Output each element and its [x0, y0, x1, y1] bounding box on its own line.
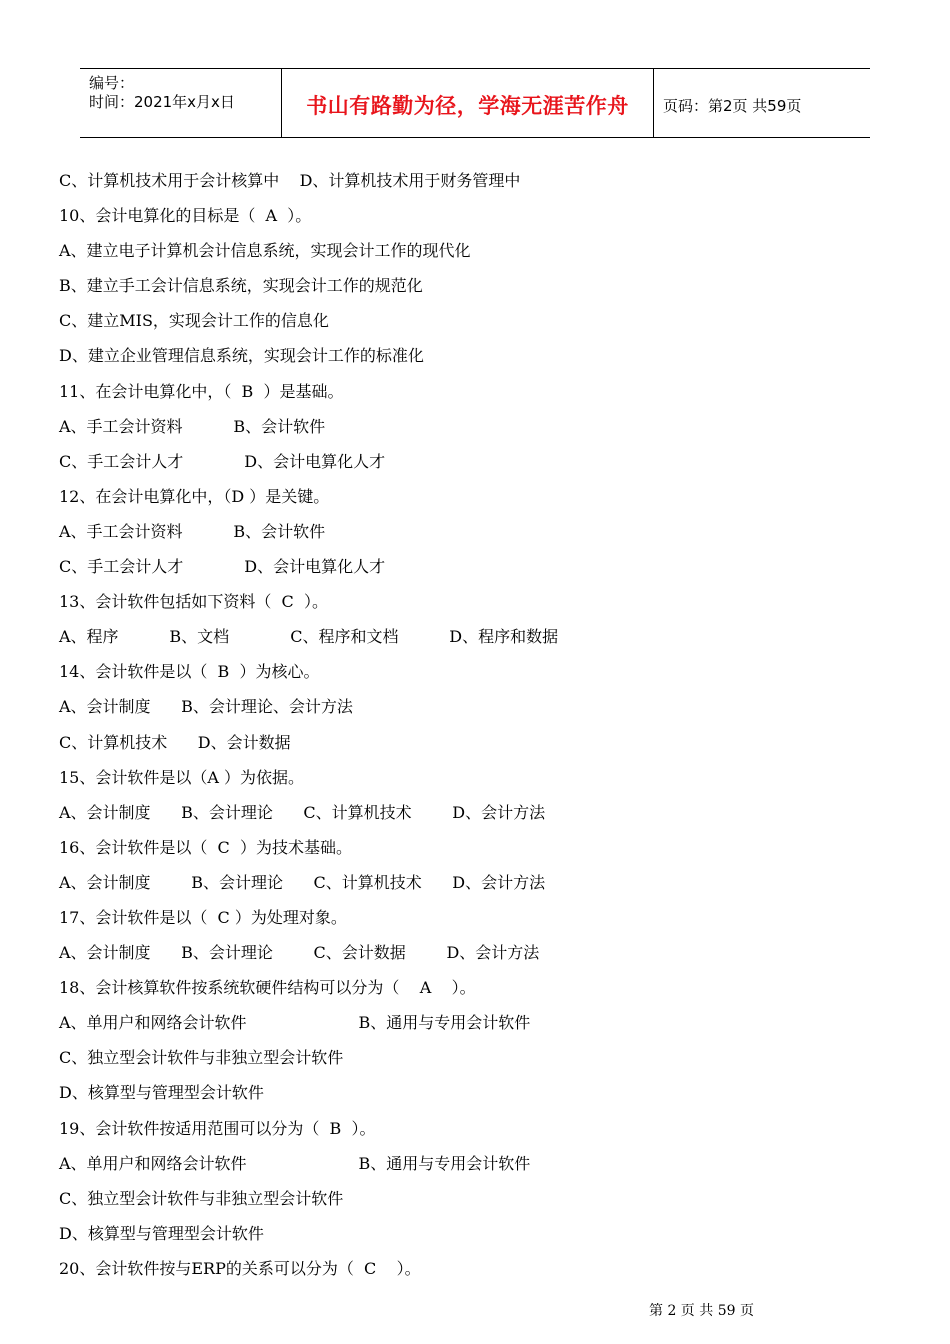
text-line: A、会计制度 B、会计理论、会计方法: [59, 697, 353, 717]
text-line: 19、会计软件按适用范围可以分为（ B ）。: [59, 1118, 376, 1138]
text-line: A、单用户和网络会计软件 B、通用与专用会计软件: [59, 1153, 531, 1173]
header-meta: [80, 69, 282, 137]
date-line: 时间：2021年x月x日: [89, 93, 235, 111]
page-footer: 第 2 页 共 59 页: [649, 1303, 754, 1319]
text-line: A、建立电子计算机会计信息系统，实现会计工作的现代化: [59, 241, 471, 261]
text-line: C、手工会计人才 D、会计电算化人才: [59, 451, 386, 471]
number-label: 编号：: [89, 74, 135, 92]
text-line: C、建立MIS，实现会计工作的信息化: [59, 311, 329, 331]
text-line: 10、会计电算化的目标是（ A ）。: [59, 206, 312, 226]
text-line: A、会计制度 B、会计理论 C、会计数据 D、会计方法: [59, 943, 540, 963]
text-line: 12、在会计电算化中，（D ）是关键。: [59, 486, 330, 506]
page-info: 页码：第2页 共59页: [663, 96, 802, 115]
text-line: 13、会计软件包括如下资料（ C ）。: [59, 592, 328, 612]
text-line: A、手工会计资料 B、会计软件: [59, 416, 326, 436]
text-line: 17、会计软件是以（ C ）为处理对象。: [59, 907, 347, 927]
text-line: 18、会计核算软件按系统软硬件结构可以分为（ A ）。: [59, 978, 476, 998]
text-line: 20、会计软件按与ERP的关系可以分为（ C ）。: [59, 1258, 421, 1278]
text-line: C、独立型会计软件与非独立型会计软件: [59, 1048, 344, 1068]
text-line: C、计算机技术 D、会计数据: [59, 732, 291, 752]
text-line: A、程序 B、文档 C、程序和文档 D、程序和数据: [59, 627, 559, 647]
text-line: D、核算型与管理型会计软件: [59, 1223, 264, 1243]
text-line: 15、会计软件是以（A ）为依据。: [59, 767, 305, 787]
text-line: C、独立型会计软件与非独立型会计软件: [59, 1188, 344, 1208]
question-list: [59, 163, 889, 1286]
text-line: 14、会计软件是以（ B ）为核心。: [59, 662, 320, 682]
text-line: C、计算机技术用于会计核算中 D、计算机技术用于财务管理中: [59, 171, 521, 190]
text-line: C、手工会计人才 D、会计电算化人才: [59, 557, 386, 577]
page-header: [80, 68, 870, 138]
text-line: D、核算型与管理型会计软件: [59, 1083, 264, 1103]
text-line: B、建立手工会计信息系统，实现会计工作的规范化: [59, 276, 423, 296]
text-line: A、单用户和网络会计软件 B、通用与专用会计软件: [59, 1013, 531, 1033]
header-page-info: [654, 69, 870, 137]
text-line: 11、在会计电算化中，（ B ）是基础。: [59, 381, 344, 401]
text-line: 16、会计软件是以（ C ）为技术基础。: [59, 837, 352, 857]
motto: 书山有路勤为径，学海无涯苦作舟: [306, 94, 629, 118]
text-line: D、建立企业管理信息系统，实现会计工作的标准化: [59, 346, 424, 366]
text-line: A、手工会计资料 B、会计软件: [59, 521, 326, 541]
text-line: A、会计制度 B、会计理论 C、计算机技术 D、会计方法: [59, 802, 546, 822]
header-motto-cell: [282, 69, 654, 137]
text-line: A、会计制度 B、会计理论 C、计算机技术 D、会计方法: [59, 872, 546, 892]
